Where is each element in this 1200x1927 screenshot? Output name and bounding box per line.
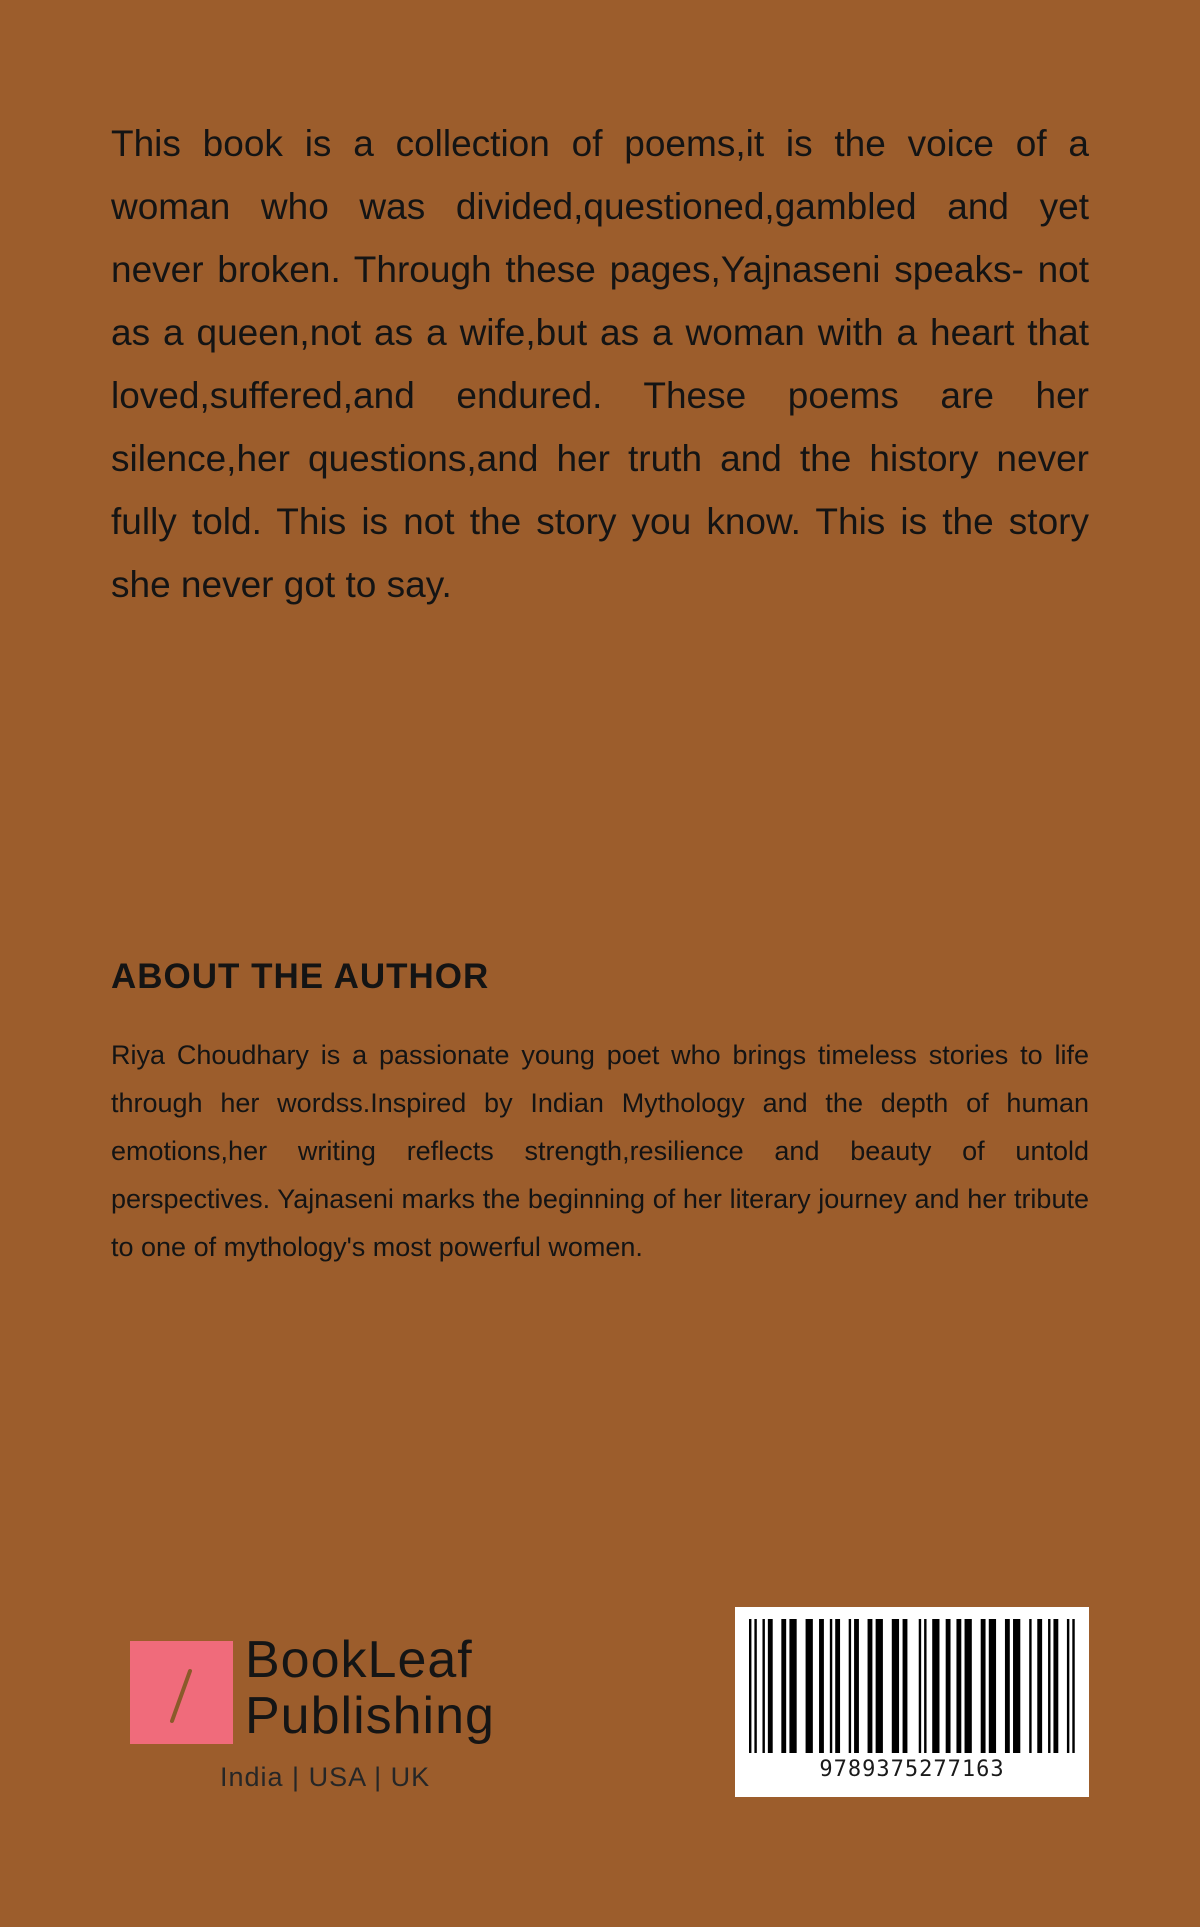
barcode-bar xyxy=(806,1619,813,1753)
publisher-name xyxy=(245,1632,495,1744)
isbn-number: 9789375277163 xyxy=(819,1757,1005,1782)
barcode-bar xyxy=(754,1619,756,1753)
publisher-logo xyxy=(130,1631,510,1798)
about-author-text: Riya Choudhary is a passionate young poet who brings timeless stories to life through her wordss.Inspired by Indian Mythology and the depth of human emotions,her writing reflects strength,resilience and beauty of untold perspectives. Yajnaseni marks the beginning of her literary journey and her tribute to one of mythology's most powerful women. xyxy=(111,1040,1089,1262)
barcode-bar xyxy=(876,1619,883,1753)
barcode-bar xyxy=(1053,1619,1058,1753)
publisher-regions: India | USA | UK xyxy=(220,1762,431,1792)
barcode-bars xyxy=(749,1619,1075,1753)
barcode-bar xyxy=(749,1619,751,1753)
barcode-bar xyxy=(946,1619,951,1753)
barcode-bar xyxy=(1029,1619,1031,1753)
barcode-bar xyxy=(965,1619,972,1753)
barcode-bar xyxy=(835,1619,840,1753)
barcode-bar xyxy=(849,1619,851,1753)
barcode-bar xyxy=(1013,1619,1020,1753)
barcode-bar xyxy=(830,1619,832,1753)
barcode-bar xyxy=(919,1619,921,1753)
isbn-barcode xyxy=(735,1607,1089,1797)
barcode-bar xyxy=(903,1619,908,1753)
about-author-heading: ABOUT THE AUTHOR xyxy=(111,957,490,996)
slash-leaf-icon xyxy=(130,1641,233,1744)
barcode-bar xyxy=(762,1619,764,1753)
barcode-bar xyxy=(981,1619,986,1753)
barcode-bar xyxy=(932,1619,939,1753)
barcode-bar xyxy=(1072,1619,1074,1753)
barcode-bar xyxy=(819,1619,824,1753)
publisher-name-line1: BookLeaf xyxy=(245,1631,473,1689)
barcode-bar xyxy=(1067,1619,1069,1753)
barcode-bar xyxy=(768,1619,773,1753)
barcode-bar xyxy=(1048,1619,1050,1753)
barcode-bar xyxy=(892,1619,899,1753)
barcode-bar xyxy=(868,1619,873,1753)
back-cover-blurb: This book is a collection of poems,it is the voice of a woman who was divided,questioned,gambled and yet never broken. Through these pages,Yajnaseni speaks- not as a queen,not as a wife,but as a woman with a heart that loved,suffered,and endured. These poems are her silence,her questions,and her truth and the history never fully told. This is not the story you know. This is the story she never got to say. xyxy=(111,123,1089,605)
barcode-bar xyxy=(781,1619,786,1753)
barcode-bar xyxy=(1005,1619,1010,1753)
publisher-name-line2: Publishing xyxy=(245,1687,495,1745)
barcode-bar xyxy=(854,1619,859,1753)
barcode-bar xyxy=(1037,1619,1042,1753)
barcode-bar xyxy=(989,1619,996,1753)
barcode-bar xyxy=(956,1619,961,1753)
barcode-bar xyxy=(789,1619,796,1753)
barcode-bar xyxy=(924,1619,926,1753)
